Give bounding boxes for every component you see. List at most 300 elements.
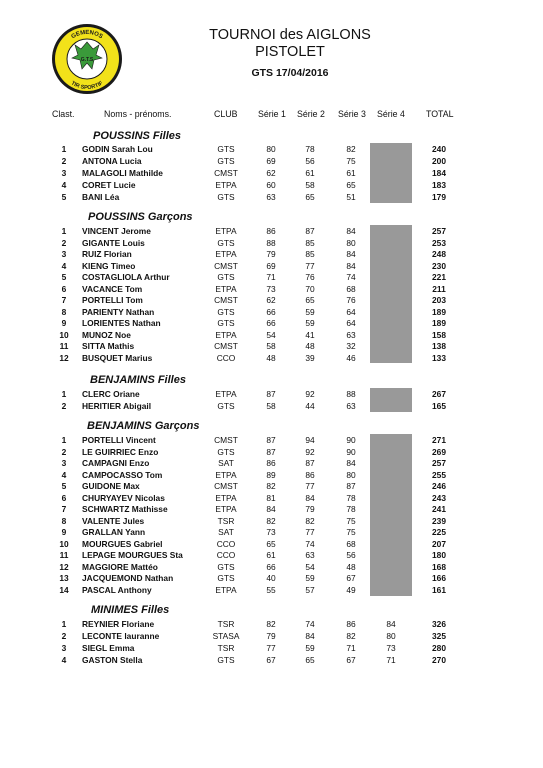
name-cell: CHURYAYEV Nicolas — [82, 492, 165, 503]
name-cell: HERITIER Abigail — [82, 401, 152, 411]
rank-cell: 1 — [61, 435, 67, 445]
serie2-cell: 76 — [305, 272, 315, 282]
name-cell: GODIN Sarah Lou — [82, 144, 153, 154]
total-cell: 239 — [432, 515, 446, 526]
serie3-cell: 86 — [346, 619, 356, 629]
club-cell: ETPA — [215, 504, 237, 514]
serie1-cell: 55 — [266, 584, 276, 595]
club-cell: ETPA — [215, 469, 237, 480]
total-cell: 230 — [432, 260, 446, 271]
serie2-cell: 85 — [305, 249, 315, 259]
serie1-cell: 88 — [266, 237, 276, 248]
club-cell: GTS — [217, 192, 235, 202]
table-row — [0, 642, 543, 654]
club-cell: TSR — [217, 643, 235, 653]
total-cell: 326 — [432, 619, 446, 629]
club-cell: GTS — [217, 306, 235, 317]
serie1-cell: 48 — [266, 352, 276, 363]
club-cell: ETPA — [215, 226, 237, 236]
total-cell: 267 — [432, 389, 446, 399]
total-cell: 270 — [432, 655, 446, 665]
rank-cell: 5 — [61, 272, 67, 282]
total-cell: 165 — [432, 401, 446, 411]
col-header-serie3: Série 3 — [338, 109, 366, 119]
club-cell: TSR — [217, 515, 235, 526]
club-cell: GTS — [217, 144, 235, 154]
rank-cell: 6 — [61, 283, 67, 294]
serie1-cell: 62 — [266, 168, 276, 178]
rank-cell: 9 — [61, 527, 67, 537]
rank-cell: 6 — [61, 492, 67, 503]
serie1-cell: 87 — [266, 435, 276, 445]
rank-cell: 1 — [61, 619, 67, 629]
club-cell: ETPA — [215, 329, 237, 340]
club-cell: CMST — [214, 260, 238, 271]
club-cell: GTS — [217, 318, 235, 328]
total-cell: 180 — [432, 550, 446, 560]
club-cell: CCO — [216, 352, 236, 363]
total-cell: 207 — [432, 538, 446, 549]
col-header-serie2: Série 2 — [297, 109, 325, 119]
table-row — [0, 503, 543, 515]
table-row — [0, 167, 543, 179]
total-cell: 133 — [432, 352, 446, 363]
total-cell: 211 — [432, 283, 446, 294]
club-cell: CMST — [214, 481, 238, 491]
serie3-cell: 64 — [346, 318, 356, 328]
club-cell: ETPA — [215, 249, 237, 259]
table-row — [0, 260, 543, 272]
total-cell: 138 — [432, 341, 446, 351]
page-title: TOURNOI des AIGLONS — [209, 27, 371, 43]
serie3-cell: 48 — [346, 561, 356, 572]
col-header-serie1: Série 1 — [258, 109, 286, 119]
club-cell: GTS — [217, 156, 235, 166]
name-cell: SIEGL Emma — [82, 643, 135, 653]
table-row — [0, 329, 543, 341]
serie2-cell: 94 — [305, 435, 315, 445]
serie2-cell: 65 — [305, 192, 315, 202]
serie3-cell: 49 — [346, 584, 356, 595]
total-cell: 166 — [432, 573, 446, 583]
serie2-cell: 56 — [305, 156, 315, 166]
serie3-cell: 71 — [346, 643, 356, 653]
logo-center-text: G.T.S — [80, 57, 94, 63]
name-cell: PORTELLI Tom — [82, 295, 143, 305]
total-cell: 257 — [432, 458, 446, 468]
table-row — [0, 155, 543, 167]
serie4-cell: 71 — [386, 655, 396, 665]
serie1-cell: 77 — [266, 643, 276, 653]
total-cell: 255 — [432, 469, 446, 480]
rank-cell: 2 — [61, 631, 67, 641]
rank-cell: 4 — [61, 180, 67, 190]
club-cell: CMST — [214, 435, 238, 445]
total-cell: 241 — [432, 504, 446, 514]
club-cell: GTS — [217, 446, 235, 457]
serie1-cell: 65 — [266, 538, 276, 549]
serie1-cell: 79 — [266, 249, 276, 259]
rank-cell: 7 — [61, 504, 67, 514]
serie1-cell: 81 — [266, 492, 276, 503]
total-cell: 280 — [432, 643, 446, 653]
serie2-cell: 84 — [305, 631, 315, 641]
serie2-cell: 82 — [305, 515, 315, 526]
serie2-cell: 77 — [305, 481, 315, 491]
category-title: BENJAMINS Garçons — [87, 420, 200, 432]
name-cell: MUNOZ Noe — [82, 329, 131, 340]
club-cell: ETPA — [215, 389, 237, 399]
serie1-cell: 82 — [266, 619, 276, 629]
table-row — [0, 225, 543, 237]
serie1-cell: 69 — [266, 260, 276, 271]
serie3-cell: 90 — [346, 446, 356, 457]
table-row — [0, 306, 543, 318]
name-cell: BANI Léa — [82, 192, 120, 202]
serie2-cell: 78 — [305, 144, 315, 154]
col-header-rank: Clast. — [52, 109, 75, 119]
serie1-cell: 82 — [266, 481, 276, 491]
serie4-cell: 80 — [386, 631, 396, 641]
rank-cell: 2 — [61, 156, 67, 166]
logo-top-text: GEMENOS — [70, 29, 104, 41]
table-row — [0, 584, 543, 596]
rank-cell: 3 — [61, 249, 67, 259]
total-cell: 271 — [432, 435, 446, 445]
serie1-cell: 73 — [266, 527, 276, 537]
serie2-cell: 59 — [305, 318, 315, 328]
serie2-cell: 61 — [305, 168, 315, 178]
serie1-cell: 60 — [266, 180, 276, 190]
total-cell: 179 — [432, 192, 446, 202]
total-cell: 269 — [432, 446, 446, 457]
event-line: GTS 17/04/2016 — [251, 67, 329, 79]
club-cell: ETPA — [215, 584, 237, 595]
club-cell: CMST — [214, 341, 238, 351]
name-cell: SCHWARTZ Mathisse — [82, 504, 168, 514]
total-cell: 248 — [432, 249, 446, 259]
table-row — [0, 294, 543, 306]
serie2-cell: 74 — [305, 619, 315, 629]
table-row — [0, 143, 543, 155]
category-title: POUSSINS Filles — [93, 130, 182, 142]
serie1-cell: 69 — [266, 156, 276, 166]
serie1-cell: 86 — [266, 458, 276, 468]
col-header-name: Noms - prénoms. — [104, 109, 172, 119]
table-row — [0, 434, 543, 446]
serie2-cell: 59 — [305, 643, 315, 653]
table-row — [0, 340, 543, 352]
serie2-cell: 87 — [305, 458, 315, 468]
total-cell: 158 — [432, 329, 446, 340]
table-row — [0, 492, 543, 504]
table-row — [0, 561, 543, 573]
name-cell: CAMPAGNI Enzo — [82, 458, 150, 468]
club-cell: TSR — [217, 619, 235, 629]
serie3-cell: 67 — [346, 573, 356, 583]
total-cell: 240 — [432, 144, 446, 154]
table-row — [0, 654, 543, 666]
club-cell: ETPA — [215, 180, 237, 190]
serie1-cell: 71 — [266, 272, 276, 282]
serie2-cell: 41 — [305, 329, 315, 340]
serie3-cell: 64 — [346, 306, 356, 317]
serie1-cell: 87 — [266, 389, 276, 399]
serie2-cell: 65 — [305, 295, 315, 305]
club-cell: ETPA — [215, 283, 237, 294]
name-cell: VACANCE Tom — [82, 283, 143, 294]
name-cell: PARIENTY Nathan — [82, 306, 155, 317]
total-cell: 203 — [432, 295, 446, 305]
table-row — [0, 352, 543, 364]
rank-cell: 3 — [61, 168, 67, 178]
serie2-cell: 77 — [305, 260, 315, 271]
rank-cell: 3 — [61, 458, 67, 468]
name-cell: BUSQUET Marius — [82, 352, 153, 363]
total-cell: 325 — [432, 631, 446, 641]
rank-cell: 12 — [59, 352, 69, 363]
name-cell: VINCENT Jerome — [82, 226, 151, 236]
serie3-cell: 56 — [346, 550, 356, 560]
serie3-cell: 80 — [346, 469, 356, 480]
serie3-cell: 74 — [346, 272, 356, 282]
rank-cell: 7 — [61, 295, 67, 305]
serie1-cell: 86 — [266, 226, 276, 236]
rank-cell: 1 — [61, 389, 67, 399]
table-row — [0, 283, 543, 295]
serie3-cell: 63 — [346, 401, 356, 411]
name-cell: GASTON Stella — [82, 655, 143, 665]
total-cell: 183 — [432, 180, 446, 190]
serie1-cell: 89 — [266, 469, 276, 480]
club-cell: GTS — [217, 272, 235, 282]
club-cell: SAT — [218, 527, 234, 537]
name-cell: MOURGUES Gabriel — [82, 538, 163, 549]
serie2-cell: 44 — [305, 401, 315, 411]
category-title: BENJAMINS Filles — [90, 374, 186, 386]
serie2-cell: 63 — [305, 550, 315, 560]
table-row — [0, 317, 543, 329]
serie1-cell: 61 — [266, 550, 276, 560]
serie2-cell: 92 — [305, 446, 315, 457]
serie2-cell: 54 — [305, 561, 315, 572]
col-header-serie4: Série 4 — [377, 109, 405, 119]
serie1-cell: 66 — [266, 306, 276, 317]
serie1-cell: 84 — [266, 504, 276, 514]
rank-cell: 10 — [59, 329, 69, 340]
total-cell: 246 — [432, 481, 446, 491]
serie3-cell: 76 — [346, 295, 356, 305]
serie3-cell: 82 — [346, 144, 356, 154]
serie2-cell: 59 — [305, 573, 315, 583]
club-cell: STASA — [212, 631, 240, 641]
rank-cell: 10 — [59, 538, 69, 549]
rank-cell: 8 — [61, 515, 67, 526]
serie1-cell: 79 — [266, 631, 276, 641]
serie2-cell: 57 — [305, 584, 315, 595]
serie3-cell: 75 — [346, 515, 356, 526]
total-cell: 184 — [432, 168, 446, 178]
club-cell: GTS — [217, 237, 235, 248]
table-row — [0, 526, 543, 538]
total-cell: 253 — [432, 237, 446, 248]
club-cell: ETPA — [215, 492, 237, 503]
table-row — [0, 515, 543, 527]
rank-cell: 11 — [59, 550, 69, 560]
serie3-cell: 75 — [346, 156, 356, 166]
serie1-cell: 87 — [266, 446, 276, 457]
name-cell: CORET Lucie — [82, 180, 136, 190]
logo-bottom-text: TIR SPORTIF — [69, 80, 105, 92]
serie1-cell: 62 — [266, 295, 276, 305]
rank-cell: 14 — [59, 584, 69, 595]
name-cell: LORIENTES Nathan — [82, 318, 161, 328]
table-row — [0, 446, 543, 458]
rank-cell: 11 — [59, 341, 69, 351]
name-cell: LE GUIRRIEC Enzo — [82, 446, 159, 457]
total-cell: 168 — [432, 561, 446, 572]
serie2-cell: 79 — [305, 504, 315, 514]
table-row — [0, 400, 543, 412]
name-cell: GIGANTE Louis — [82, 237, 145, 248]
rank-cell: 5 — [61, 481, 67, 491]
serie2-cell: 84 — [305, 492, 315, 503]
name-cell: VALENTE Jules — [82, 515, 145, 526]
serie3-cell: 87 — [346, 481, 356, 491]
total-cell: 161 — [432, 584, 446, 595]
rank-cell: 1 — [61, 226, 67, 236]
club-cell: SAT — [218, 458, 234, 468]
table-row — [0, 469, 543, 481]
serie1-cell: 73 — [266, 283, 276, 294]
table-row — [0, 457, 543, 469]
name-cell: LEPAGE MOURGUES Sta — [82, 550, 183, 560]
rank-cell: 4 — [61, 655, 67, 665]
serie2-cell: 74 — [305, 538, 315, 549]
table-row — [0, 549, 543, 561]
serie3-cell: 80 — [346, 237, 356, 248]
serie2-cell: 65 — [305, 655, 315, 665]
name-cell: SITTA Mathis — [82, 341, 135, 351]
total-cell: 189 — [432, 318, 446, 328]
rank-cell: 4 — [61, 469, 67, 480]
table-row — [0, 630, 543, 642]
rank-cell: 13 — [59, 573, 69, 583]
serie2-cell: 87 — [305, 226, 315, 236]
name-cell: COSTAGLIOLA Arthur — [82, 272, 170, 282]
name-cell: REYNIER Floriane — [82, 619, 155, 629]
rank-cell: 8 — [61, 306, 67, 317]
total-cell: 189 — [432, 306, 446, 317]
serie3-cell: 75 — [346, 527, 356, 537]
serie2-cell: 39 — [305, 352, 315, 363]
serie3-cell: 82 — [346, 631, 356, 641]
rank-cell: 2 — [61, 446, 67, 457]
serie1-cell: 66 — [266, 561, 276, 572]
serie1-cell: 58 — [266, 341, 276, 351]
club-cell: GTS — [217, 561, 235, 572]
serie3-cell: 46 — [346, 352, 356, 363]
name-cell: GRALLAN Yann — [82, 527, 146, 537]
name-cell: RUIZ Florian — [82, 249, 132, 259]
table-row — [0, 248, 543, 260]
table-row — [0, 480, 543, 492]
table-row — [0, 538, 543, 550]
category-title: POUSSINS Garçons — [88, 211, 193, 223]
name-cell: JACQUEMOND Nathan — [82, 573, 174, 583]
serie2-cell: 70 — [305, 283, 315, 294]
rank-cell: 12 — [59, 561, 69, 572]
club-cell: CMST — [214, 168, 238, 178]
rank-cell: 2 — [61, 401, 67, 411]
serie2-cell: 48 — [305, 341, 315, 351]
serie2-cell: 92 — [305, 389, 315, 399]
serie3-cell: 84 — [346, 458, 356, 468]
serie3-cell: 32 — [346, 341, 356, 351]
serie3-cell: 78 — [346, 504, 356, 514]
serie1-cell: 58 — [266, 401, 276, 411]
serie1-cell: 54 — [266, 329, 276, 340]
serie3-cell: 88 — [346, 389, 356, 399]
serie3-cell: 84 — [346, 260, 356, 271]
name-cell: PASCAL Anthony — [82, 584, 152, 595]
club-logo — [50, 22, 124, 96]
name-cell: MAGGIORE Mattéo — [82, 561, 158, 572]
serie3-cell: 84 — [346, 226, 356, 236]
serie2-cell: 85 — [305, 237, 315, 248]
rank-cell: 9 — [61, 318, 67, 328]
name-cell: MALAGOLI Mathilde — [82, 168, 163, 178]
rank-cell: 2 — [61, 237, 67, 248]
serie2-cell: 58 — [305, 180, 315, 190]
serie1-cell: 67 — [266, 655, 276, 665]
name-cell: KIENG Timeo — [82, 260, 136, 271]
table-row — [0, 388, 543, 400]
name-cell: PORTELLI Vincent — [82, 435, 156, 445]
serie3-cell: 63 — [346, 329, 356, 340]
total-cell: 257 — [432, 226, 446, 236]
name-cell: CLERC Oriane — [82, 389, 140, 399]
page-subtitle: PISTOLET — [255, 44, 325, 60]
serie3-cell: 65 — [346, 180, 356, 190]
serie2-cell: 77 — [305, 527, 315, 537]
table-row — [0, 191, 543, 203]
serie2-cell: 59 — [305, 306, 315, 317]
name-cell: CAMPOCASSO Tom — [82, 469, 163, 480]
serie3-cell: 67 — [346, 655, 356, 665]
serie4-cell: 73 — [386, 643, 396, 653]
rank-cell: 5 — [61, 192, 67, 202]
serie3-cell: 90 — [346, 435, 356, 445]
total-cell: 200 — [432, 156, 446, 166]
serie3-cell: 68 — [346, 283, 356, 294]
category-title: MINIMES Filles — [91, 604, 170, 616]
serie3-cell: 51 — [346, 192, 356, 202]
rank-cell: 4 — [61, 260, 67, 271]
total-cell: 221 — [432, 272, 446, 282]
serie3-cell: 68 — [346, 538, 356, 549]
club-cell: CMST — [214, 295, 238, 305]
total-cell: 225 — [432, 527, 446, 537]
serie3-cell: 61 — [346, 168, 356, 178]
total-cell: 243 — [432, 492, 446, 503]
serie1-cell: 80 — [266, 144, 276, 154]
rank-cell: 3 — [61, 643, 67, 653]
serie1-cell: 66 — [266, 318, 276, 328]
table-row — [0, 237, 543, 249]
col-header-club: CLUB — [214, 109, 238, 119]
club-cell: CCO — [216, 538, 236, 549]
